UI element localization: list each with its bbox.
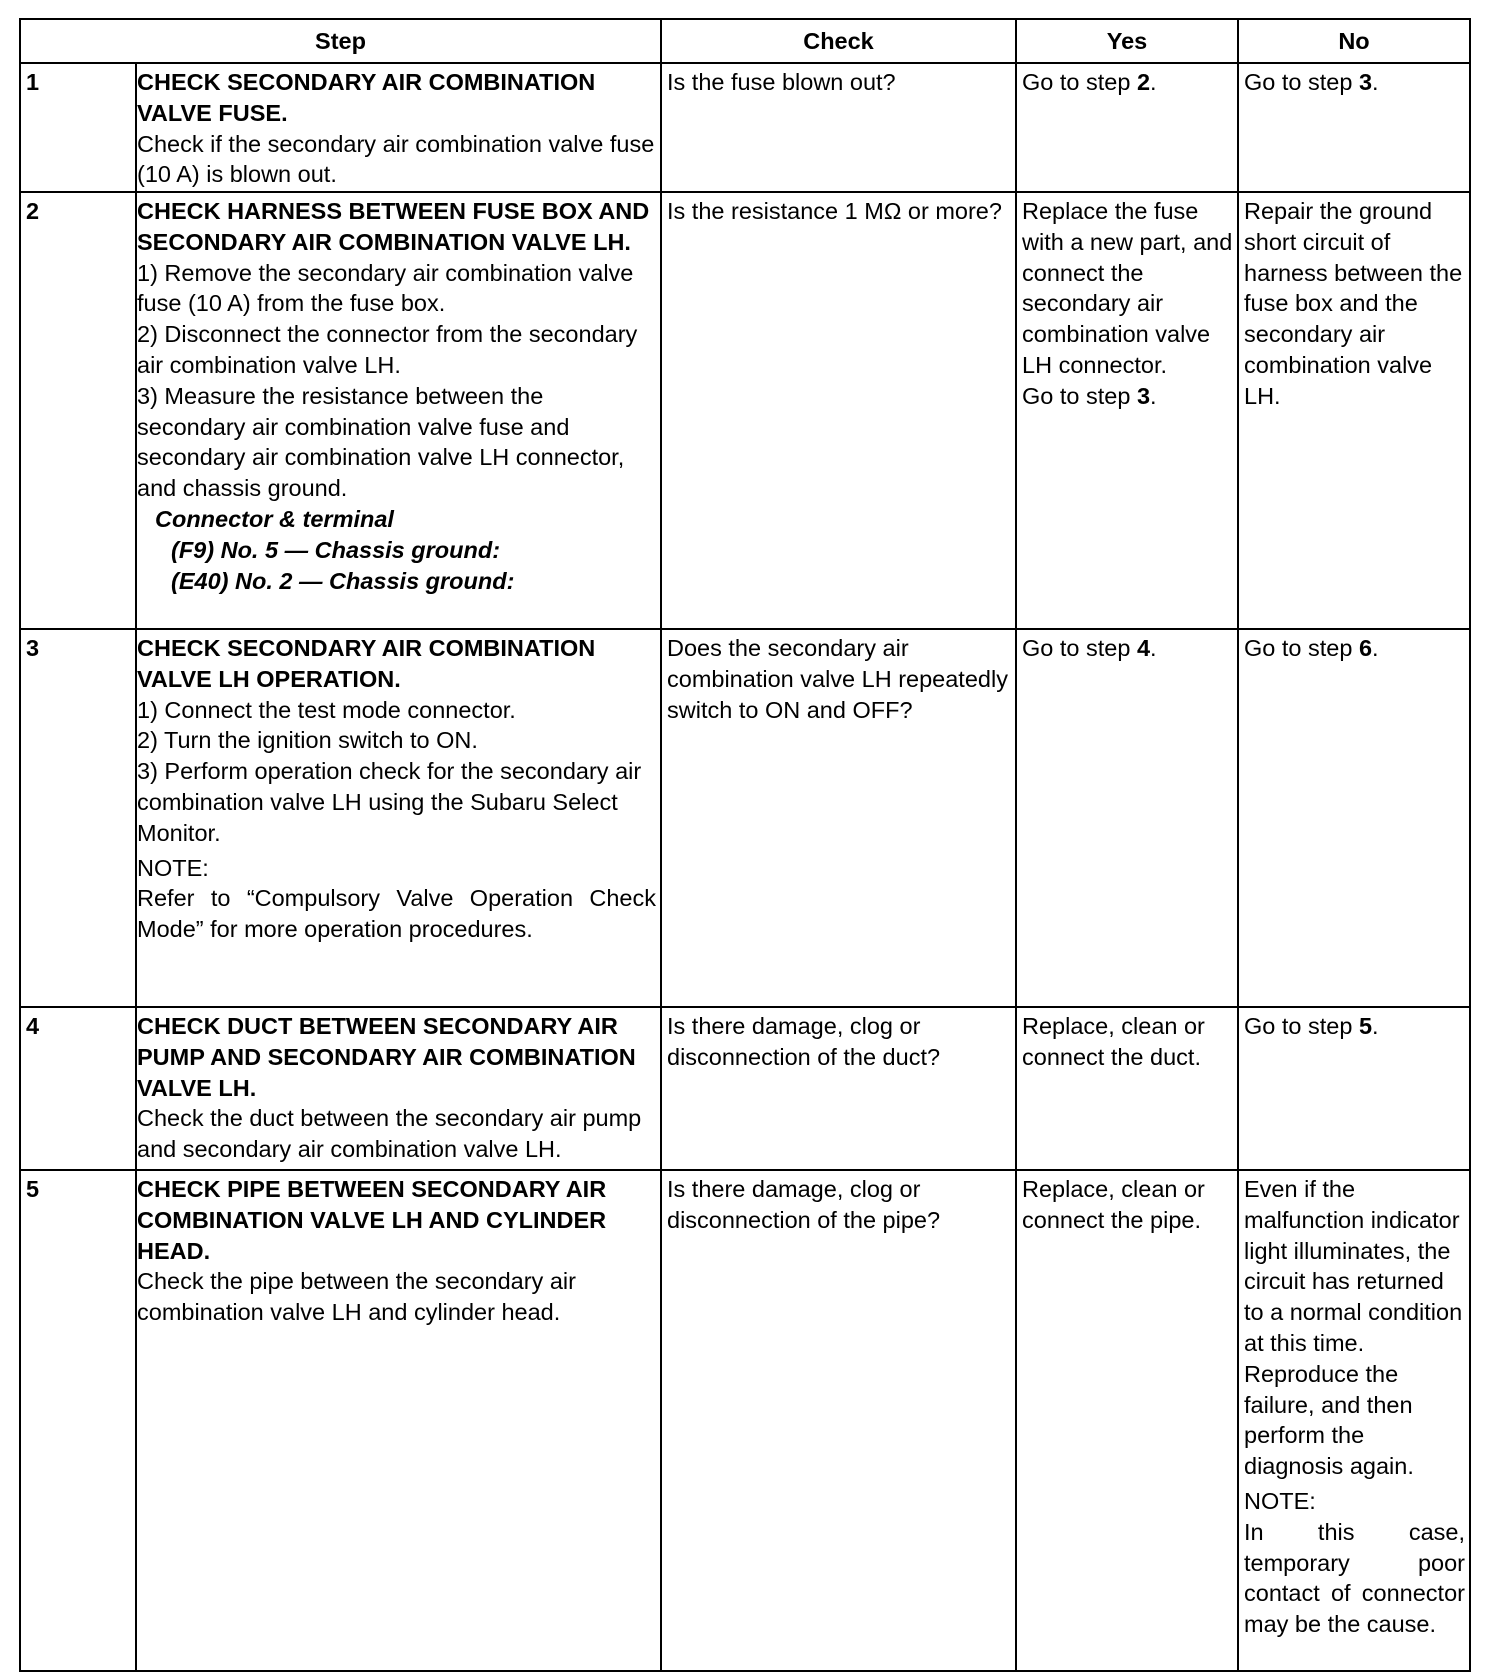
no-end: . bbox=[1372, 1013, 1379, 1039]
step-cell bbox=[136, 192, 661, 629]
check-cell: Does the secondary air combination valve LH repeatedly switch to ON and OFF? bbox=[661, 629, 1016, 1007]
yes-end: . bbox=[1150, 382, 1157, 409]
step-cell bbox=[136, 63, 661, 192]
step-number: 4 bbox=[20, 1007, 136, 1170]
yes-cell bbox=[1016, 63, 1238, 192]
no-step-ref: 5 bbox=[1358, 1013, 1373, 1039]
step-text: 2) Turn the ignition switch to ON. bbox=[137, 727, 478, 754]
table-row bbox=[20, 1170, 1470, 1671]
note-text: In this case, temporary poor contact of connector may be the cause. bbox=[1244, 1518, 1465, 1638]
spec-line: (F9) No. 5 — Chassis ground: bbox=[171, 536, 501, 563]
step-text: Check the pipe between the secondary air combination valve LH and cylinder head. bbox=[137, 1268, 576, 1326]
note-label: NOTE: bbox=[1244, 1487, 1316, 1514]
step-title: CHECK HARNESS BETWEEN FUSE BOX AND SECONDARY AIR COMBINATION VALVE LH. bbox=[137, 198, 650, 255]
step-cell bbox=[136, 1007, 661, 1170]
diagnostic-table bbox=[19, 18, 1471, 1672]
no-step-ref: 6 bbox=[1358, 635, 1373, 661]
yes-cell bbox=[1016, 629, 1238, 1007]
no-text: Go to step bbox=[1244, 635, 1359, 661]
table-row bbox=[20, 192, 1470, 629]
yes-cell: Replace, clean or connect the duct. bbox=[1016, 1007, 1238, 1170]
check-cell: Is the fuse blown out? bbox=[661, 63, 1016, 192]
step-text: Check if the secondary air combination valve fuse (10 A) is blown out. bbox=[137, 130, 655, 188]
spec-line: (E40) No. 2 — Chassis ground: bbox=[171, 567, 515, 594]
no-end: . bbox=[1372, 635, 1379, 661]
no-cell bbox=[1238, 629, 1470, 1007]
step-text: 1) Remove the secondary air combination valve fuse (10 A) from the fuse box. bbox=[137, 259, 634, 317]
no-cell bbox=[1238, 1170, 1470, 1671]
yes-goto: Go to step bbox=[1022, 382, 1137, 409]
yes-step-ref: 3 bbox=[1136, 382, 1151, 409]
no-text: Even if the malfunction indicator light illuminates, the circuit has returned to a normal condition at this time. Reproduce the failure, and then perform the diagnosis again. bbox=[1244, 1176, 1463, 1480]
no-text: Go to step bbox=[1244, 1013, 1359, 1039]
table-row bbox=[20, 63, 1470, 192]
step-text: 3) Measure the resistance between the secondary air combination valve fuse and secondary air combination valve LH connector, and chassis ground. bbox=[137, 382, 625, 502]
step-text: 1) Connect the test mode connector. bbox=[137, 696, 516, 723]
no-text: Go to step bbox=[1244, 69, 1359, 95]
no-cell: Repair the ground short circuit of harness between the fuse box and the secondary air combination valve LH. bbox=[1238, 192, 1470, 629]
check-cell: Is there damage, clog or disconnection of the pipe? bbox=[661, 1170, 1016, 1671]
yes-text: Go to step bbox=[1022, 635, 1137, 661]
step-title: CHECK SECONDARY AIR COMBINATION VALVE FUSE. bbox=[137, 69, 596, 126]
yes-cell: Replace, clean or connect the pipe. bbox=[1016, 1170, 1238, 1671]
no-step-ref: 3 bbox=[1358, 69, 1373, 95]
step-number: 2 bbox=[20, 192, 136, 629]
yes-end: . bbox=[1150, 635, 1157, 661]
step-cell bbox=[136, 629, 661, 1007]
check-cell: Is the resistance 1 MΩ or more? bbox=[661, 192, 1016, 629]
no-end: . bbox=[1372, 69, 1379, 95]
header-yes: Yes bbox=[1016, 19, 1238, 63]
yes-text: Replace the fuse with a new part, and connect the secondary air combination valve LH connector. bbox=[1022, 198, 1233, 378]
step-cell bbox=[136, 1170, 661, 1671]
yes-cell bbox=[1016, 192, 1238, 629]
header-no: No bbox=[1238, 19, 1470, 63]
check-cell: Is there damage, clog or disconnection of the duct? bbox=[661, 1007, 1016, 1170]
step-title: CHECK DUCT BETWEEN SECONDARY AIR PUMP AND SECONDARY AIR COMBINATION VALVE LH. bbox=[137, 1013, 636, 1101]
yes-end: . bbox=[1150, 69, 1157, 95]
step-title: CHECK SECONDARY AIR COMBINATION VALVE LH OPERATION. bbox=[137, 635, 596, 692]
step-text: 3) Perform operation check for the secondary air combination valve LH using the Subaru Select Monitor. bbox=[137, 758, 642, 846]
header-step: Step bbox=[20, 19, 661, 63]
no-cell bbox=[1238, 63, 1470, 192]
yes-step-ref: 2 bbox=[1136, 69, 1151, 95]
no-cell bbox=[1238, 1007, 1470, 1170]
header-check: Check bbox=[661, 19, 1016, 63]
note-text: Refer to “Compulsory Valve Operation Check Mode” for more operation procedures. bbox=[137, 885, 656, 943]
step-text: Check the duct between the secondary air pump and secondary air combination valve LH. bbox=[137, 1105, 642, 1163]
step-title: CHECK PIPE BETWEEN SECONDARY AIR COMBINATION VALVE LH AND CYLINDER HEAD. bbox=[137, 1176, 607, 1264]
step-number: 3 bbox=[20, 629, 136, 1007]
table-row bbox=[20, 629, 1470, 1007]
yes-text: Go to step bbox=[1022, 69, 1137, 95]
step-text: 2) Disconnect the connector from the secondary air combination valve LH. bbox=[137, 321, 638, 378]
step-number: 5 bbox=[20, 1170, 136, 1671]
yes-step-ref: 4 bbox=[1136, 635, 1151, 661]
step-number: 1 bbox=[20, 63, 136, 192]
spec-title: Connector & terminal bbox=[155, 505, 394, 532]
note-label: NOTE: bbox=[137, 854, 209, 881]
table-header-row bbox=[20, 19, 1470, 63]
table-row bbox=[20, 1007, 1470, 1170]
